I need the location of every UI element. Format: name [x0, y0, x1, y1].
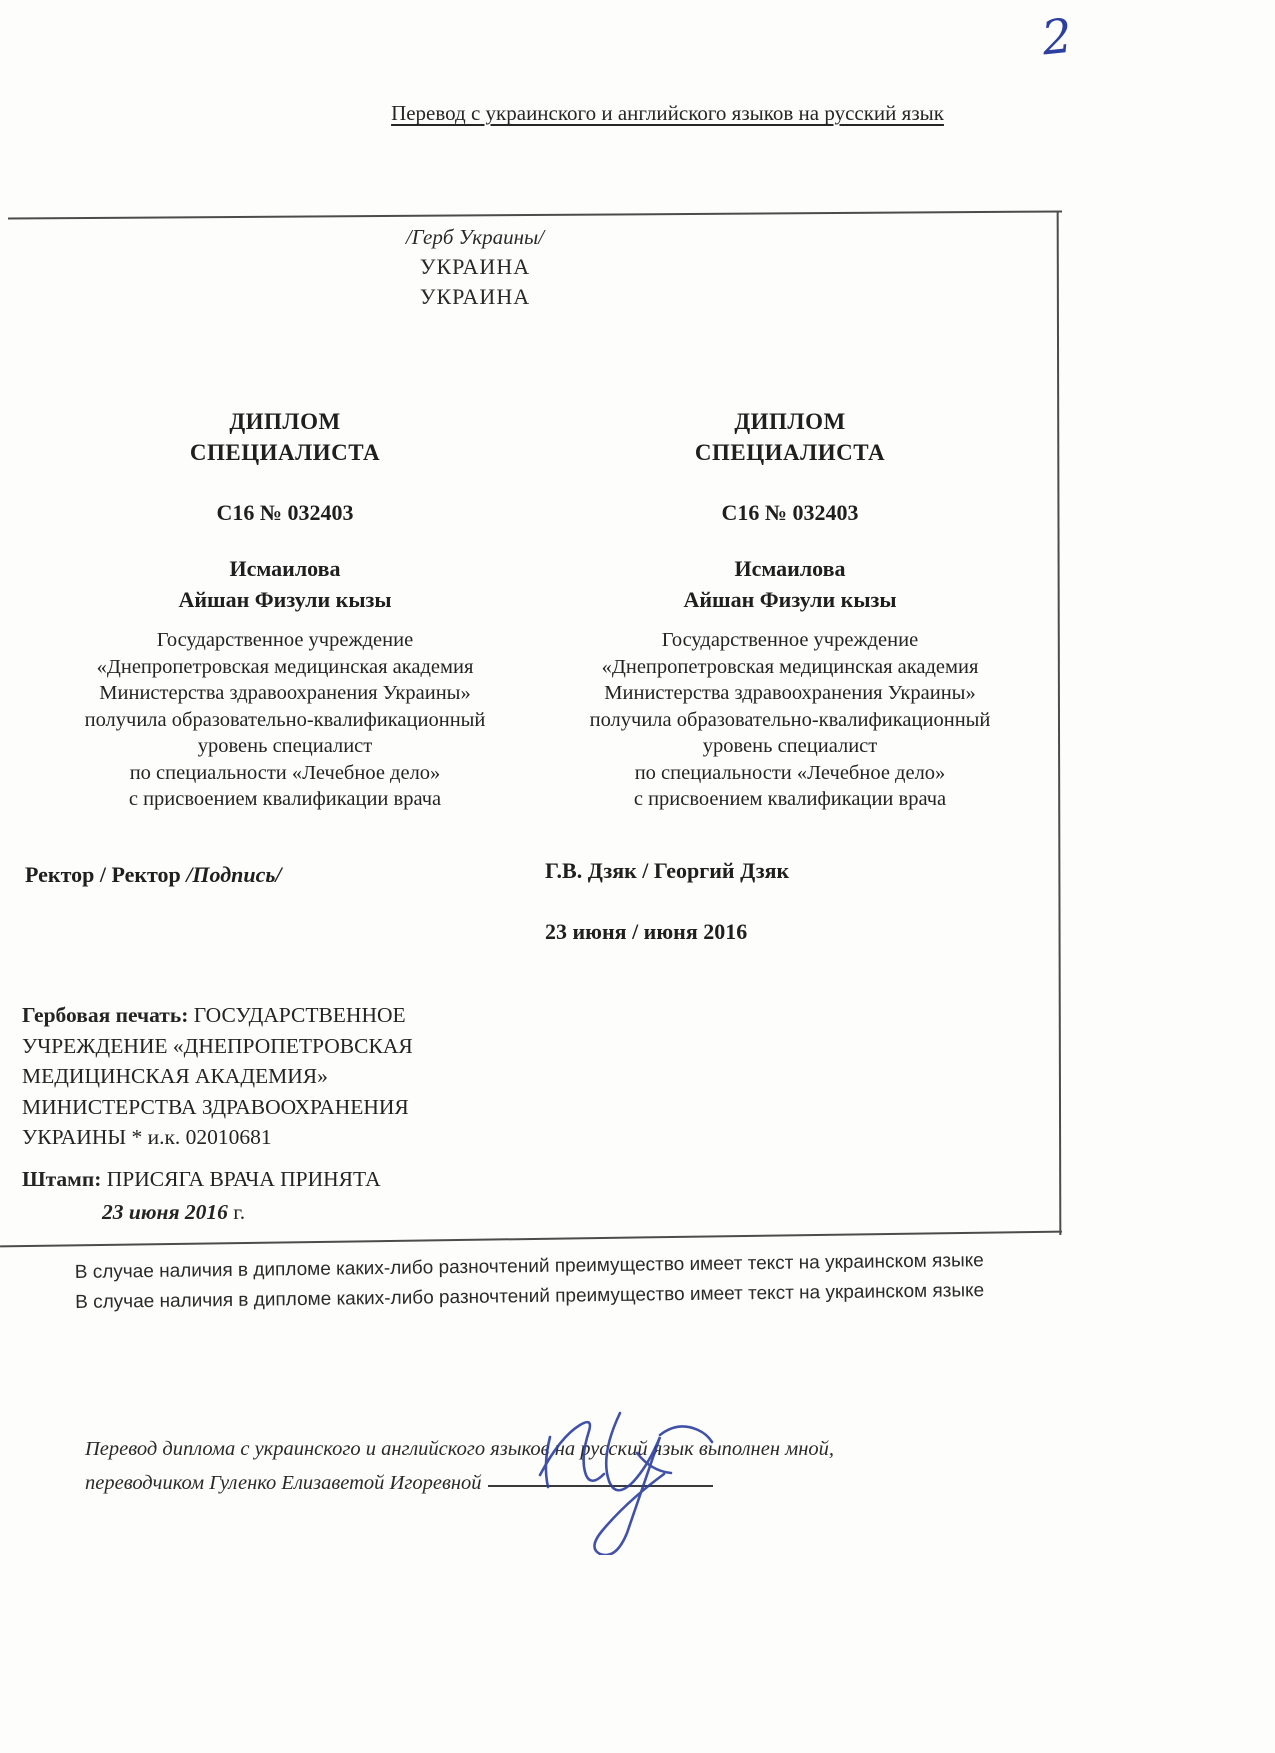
holder-given-names: Айшан Физули кызы	[683, 587, 897, 612]
official-seal-text	[22, 1000, 492, 1153]
body-line: Министерства здравоохранения Украины»	[99, 682, 471, 704]
seal-line: МЕДИЦИНСКАЯ АКАДЕМИЯ»	[22, 1064, 328, 1088]
language-precedence-disclaimer	[75, 1245, 1056, 1318]
stamp-date: 23 июня 2016	[102, 1200, 228, 1224]
diploma-title-line2: СПЕЦИАЛИСТА	[694, 440, 886, 465]
seal-line: УКРАИНЫ * и.к. 02010681	[22, 1125, 272, 1149]
stamp-date-line	[22, 1196, 492, 1229]
body-line: Государственное учреждение	[661, 629, 919, 651]
diploma-title-line1: ДИПЛОМ	[229, 409, 341, 434]
diploma-body-text	[540, 627, 1040, 813]
body-line: «Днепропетровская медицинская академия	[601, 655, 979, 678]
body-line: получила образовательно-квалификационный	[589, 708, 991, 731]
seal-line: МИНИСТЕРСТВА ЗДРАВООХРАНЕНИЯ	[22, 1094, 409, 1119]
stamp-text	[22, 1163, 492, 1229]
rector-name: Г.В. Дзяк / Георгий Дзяк	[545, 858, 790, 883]
seal-line: Гербовая печать: ГОСУДАРСТВЕННОЕ	[22, 1003, 406, 1027]
stamp-date-suffix: г.	[233, 1200, 246, 1224]
body-line: уровень специалист	[197, 735, 373, 757]
body-line: с присвоением квалификации врача	[128, 788, 442, 810]
body-line: Государственное учреждение	[156, 629, 414, 651]
stamp-line: Штамп: ПРИСЯГА ВРАЧА ПРИНЯТА	[22, 1167, 381, 1191]
frame-border-right	[1057, 212, 1062, 1235]
body-line: получила образовательно-квалификационный	[84, 708, 486, 731]
body-line: по специальности «Лечебное дело»	[634, 761, 946, 784]
holder-surname: Исмаилова	[734, 556, 846, 581]
seal-label: Гербовая печать:	[22, 1003, 189, 1027]
seal-line: УЧРЕЖДЕНИЕ «ДНЕПРОПЕТРОВСКАЯ	[22, 1033, 413, 1058]
holder-surname: Исмаилова	[229, 556, 341, 581]
stamp-label: Штамп:	[22, 1167, 102, 1191]
body-line: Министерства здравоохранения Украины»	[604, 682, 976, 704]
coat-of-arms-note: /Герб Украины/	[405, 225, 545, 249]
country-name-line1: УКРАИНА	[419, 254, 531, 279]
body-line: с присвоением квалификации врача	[633, 788, 947, 810]
issue-date: 23 июня / июня 2016	[545, 919, 748, 944]
diploma-holder-name	[35, 553, 535, 615]
frame-border-bottom	[0, 1231, 1062, 1248]
translator-signature-ink	[492, 1395, 742, 1555]
handwritten-page-number: 2	[1039, 8, 1075, 67]
diploma-title	[35, 406, 535, 468]
rector-label: Ректор / Ректор	[25, 862, 181, 887]
translator-note-line2: переводчиком Гуленко Елизаветой Игоревной	[85, 1466, 985, 1500]
disclaimer-line2: В случае наличия в дипломе каких-либо разночтений преимущество имеет текст на украинском языке	[75, 1280, 985, 1313]
body-line: уровень специалист	[702, 735, 878, 757]
diploma-title-line2: СПЕЦИАЛИСТА	[189, 440, 381, 465]
diploma-title-line1: ДИПЛОМ	[734, 409, 846, 434]
rector-signature-line	[25, 862, 282, 888]
diploma-title	[540, 406, 1040, 468]
holder-given-names: Айшан Физули кызы	[178, 587, 392, 612]
translation-header: Перевод с украинского и английского языков на русский язык	[391, 101, 944, 125]
country-heading	[0, 222, 950, 312]
country-name-line2: УКРАИНА	[419, 284, 531, 309]
disclaimer-line1: В случае наличия в дипломе каких-либо разночтений преимущество имеет текст на украинском языке	[74, 1250, 984, 1284]
diploma-holder-name	[540, 553, 1040, 615]
diploma-body-text	[35, 627, 535, 813]
body-line: «Днепропетровская медицинская академия	[96, 655, 474, 678]
frame-border-top	[8, 211, 1062, 220]
body-line: по специальности «Лечебное дело»	[129, 761, 441, 784]
diploma-serial: С16 № 032403	[216, 500, 354, 525]
signature-placeholder-note: /Подпись/	[186, 862, 282, 887]
diploma-serial: С16 № 032403	[721, 500, 859, 525]
translator-note-line1: Перевод диплома с украинского и английского языков на русский язык выполнен мной,	[85, 1438, 835, 1460]
